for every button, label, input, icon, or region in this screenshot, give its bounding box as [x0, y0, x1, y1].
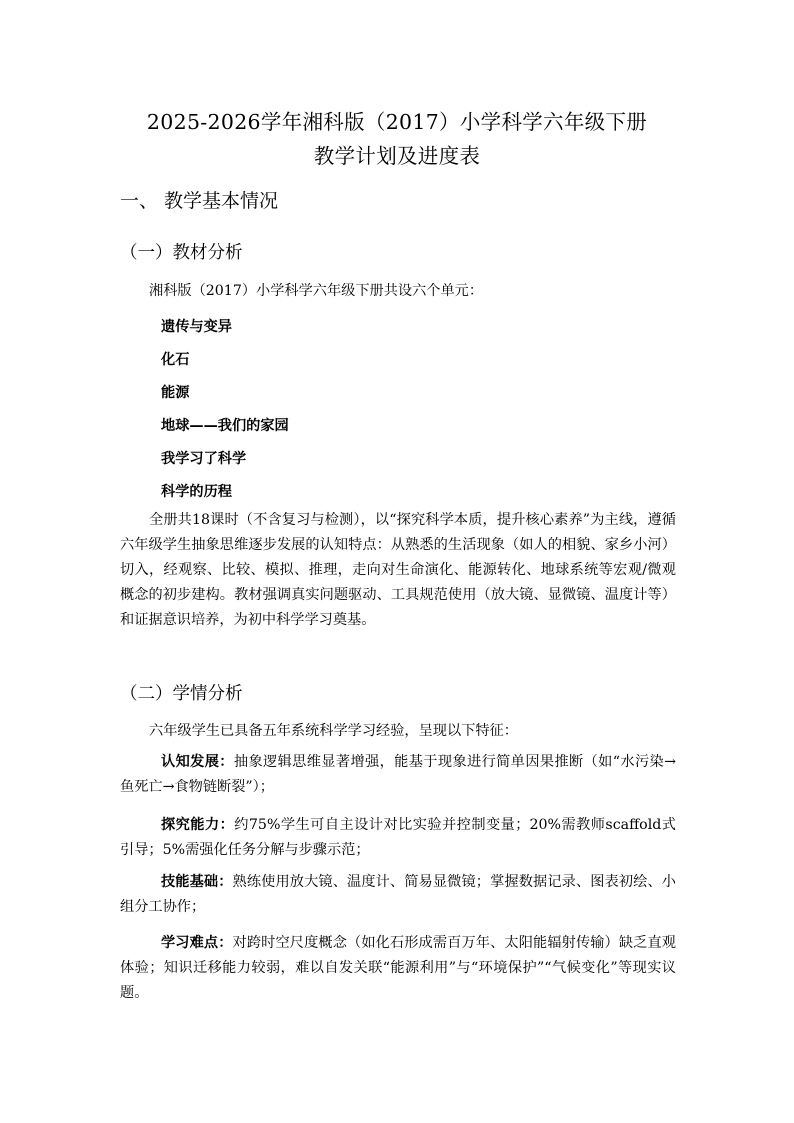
feature-text: 抽象逻辑思维显著增强，能基于现象进行简单因果推断（如“水污染→鱼死亡→食物链断裂”）； [120, 754, 676, 795]
textbook-paragraph: 全册共18课时（不含复习与检测），以“探究科学本质，提升核心素养”为主线，遵循六年级学生抽象思维逐步发展的认知特点：从熟悉的生活现象（如人的相貌、家乡小河）切入，经观察、比较、模拟、推理，走向对生命演化、能源转化、地球系统等宏观/微观概念的初步建构。教材强调真实问题驱动、工具规范使用（放大镜、显微镜、温度计等）和证据意识培养，为初中科学学习奠基。 [120, 512, 676, 628]
document-title-line1: 2025-2026学年湘科版（2017）小学科学六年级下册 [146, 110, 648, 134]
subsection-heading-textbook-analysis: （一）教材分析 [120, 243, 243, 263]
feature-label: 技能基础： [161, 874, 233, 890]
list-item: 地球——我们的家园 [161, 418, 289, 434]
feature-label: 学习难点： [161, 935, 233, 951]
feature-difficulties [120, 931, 676, 1006]
unit-list [161, 311, 289, 509]
list-item: 科学的历程 [161, 484, 232, 500]
list-item: 遗传与变异 [161, 319, 232, 335]
list-item: 化石 [161, 352, 190, 368]
list-item: 能源 [161, 385, 190, 401]
subsection-heading-student-analysis: （二）学情分析 [120, 684, 243, 704]
document-title-line2: 教学计划及进度表 [313, 144, 481, 168]
feature-text: 熟练使用放大镜、温度计、简易显微镜；掌握数据记录、图表初绘、小组分工协作； [120, 874, 676, 915]
feature-label: 探究能力： [161, 817, 235, 833]
feature-cognitive [120, 750, 676, 800]
feature-inquiry [120, 813, 676, 863]
feature-text: 约75%学生可自主设计对比实验并控制变量；20%需教师scaffold式引导；5%需强化任务分解与步骤示范； [120, 817, 676, 858]
feature-skills [120, 870, 676, 920]
section-heading-basic-info: 一、 教学基本情况 [120, 190, 279, 212]
list-item: 我学习了科学 [161, 451, 247, 467]
student-intro: 六年级学生已具备五年系统科学学习经验，呈现以下特征： [149, 723, 518, 739]
textbook-intro: 湘科版（2017）小学科学六年级下册共设六个单元： [149, 283, 484, 299]
feature-label: 认知发展： [161, 754, 234, 770]
feature-text: 对跨时空尺度概念（如化石形成需百万年、太阳能辐射传输）缺乏直观体验；知识迁移能力较弱，难以自发关联“能源利用”与“环境保护”“气候变化”等现实议题。 [120, 935, 676, 1001]
